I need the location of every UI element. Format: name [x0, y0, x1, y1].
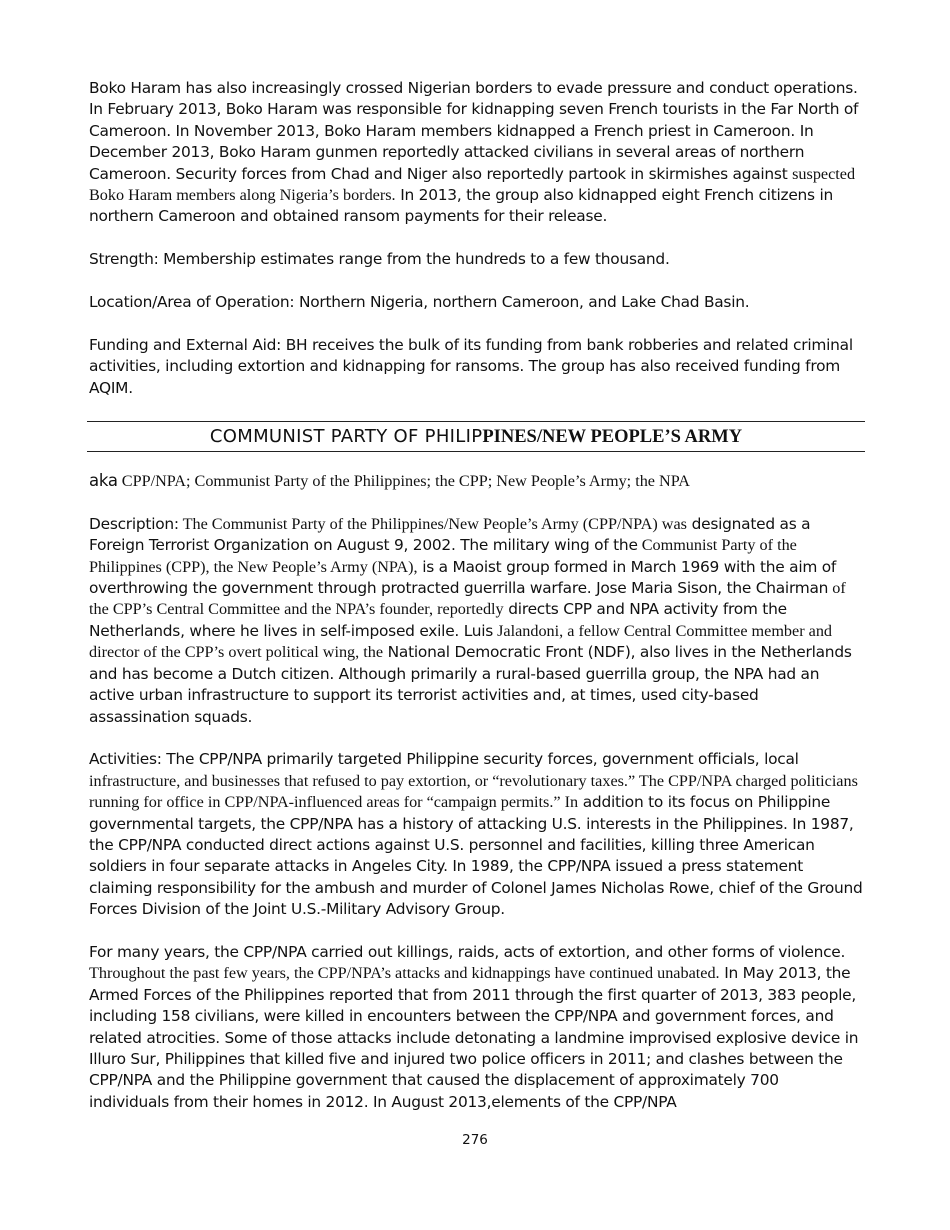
description-text: designated as a Foreign Terrorist Organization on August 9, 2002. The military wing of the	[89, 514, 811, 555]
description-text: is a Maoist group formed in March 1969 with the aim of overthrowing the government through protracted guerrilla warfare. Jose Maria Sison, the Chairman	[89, 557, 837, 598]
location-label: Location/Area of Operation:	[89, 293, 295, 312]
violence-text: In May 2013, the Armed Forces of the Philippines reported that from 2011 through the first quarter of 2013, 383 people, including 158 civilians, were killed in encounters between the CPP/NPA and government forces, and related atrocities. Some of those attacks include detonating a landmine improvised explosive device in Illuro Sur, Philippines that killed five and injured two police officers in 2011; and clashes between the CPP/NPA and the Philippine government that caused the displacement of approximately 700 individuals from their homes in 2012. In August 2013,elements of the CPP/NPA	[89, 964, 859, 1111]
section-header-part2: PINES/NEW PEOPLE’S ARMY	[482, 427, 743, 448]
violence-text: For many years, the CPP/NPA carried out killings, raids, acts of extortion, and other forms of violence.	[89, 942, 846, 961]
description-text: The Communist Party of the Philippines/New People’s Army (CPP/NPA) was	[178, 514, 687, 533]
strength-text: Membership estimates range from the hundreds to a few thousand.	[158, 250, 670, 269]
location-text: Northern Nigeria, northern Cameroon, and Lake Chad Basin.	[294, 293, 750, 312]
document-page	[89, 78, 863, 1135]
paragraph-text: In 2013, the group also kidnapped eight French citizens in northern Cameroon and obtained ransom payments for their release.	[89, 186, 834, 226]
page-number: 276	[462, 1132, 488, 1148]
aka-text: CPP/NPA; Communist Party of the Philippines; the CPP; New People’s Army; the NPA	[117, 472, 690, 491]
activities-text: addition to its focus on Philippine governmental targets, the CPP/NPA has a history of attacking U.S. interests in the Philippines. In 1987, the CPP/NPA conducted direct actions against U.S. personnel and facilities, killing three American soldiers in four separate attacks in Angeles City. In 1989, the CPP/NPA issued a press statement claiming responsibility for the ambush and murder of Colonel James Nicholas Rowe, chief of the Ground Forces Division of the Joint U.S.-Military Advisory Group.	[89, 793, 863, 919]
section-header-part1: COMMUNIST PARTY OF PHILIP	[209, 426, 483, 448]
violence-text-serif: Throughout the past few years, the CPP/NPA’s attacks and kidnappings have continued unabated.	[89, 964, 720, 983]
description-text-serif: of the CPP’s Central Committee and the NPA’s founder, reportedly	[89, 579, 846, 619]
description-text-serif: Jalandoni, a fellow Central Committee member and director of the CPP’s overt political wing, the	[89, 621, 833, 662]
funding-text: BH receives the bulk of its funding from bank robberies and related criminal activities, including extortion and kidnapping for ransoms. The group has also received funding from AQIM.	[89, 335, 853, 397]
aka-label: aka	[89, 471, 118, 491]
violence-paragraph	[89, 942, 863, 1113]
activities-label: Activities:	[89, 750, 162, 769]
funding-label: Funding and External Aid:	[89, 335, 282, 354]
location-paragraph	[89, 292, 863, 313]
activities-text-serif: infrastructure, and businesses that refused to pay extortion, or “revolutionary taxes.” The CPP/NPA charged politicians running for office in CPP/NPA	[89, 771, 858, 812]
description-paragraph	[89, 514, 863, 728]
description-label: Description:	[89, 514, 179, 533]
paragraph-text: Boko Haram has also increasingly crossed Nigerian borders to evade pressure and conduct operations. In February 2013, Boko Haram was responsible for kidnapping seven French tourists in the Far North of Cameroon. In November 2013, Boko Haram members kidnapped a French priest in Cameroon. In December 2013, Boko Haram gunmen reportedly attacked civilians in several areas of northern Cameroon. Security forces from Chad and Niger also reportedly partook in skirmishes against	[89, 79, 859, 183]
section-header	[87, 421, 865, 452]
strength-paragraph	[89, 249, 863, 270]
description-text: National Democratic Front (NDF), also lives in the Netherlands and has become a Dutch citizen. Although primarily a rural-based guerrilla group, the NPA had an active urban infrastructure to support its terrorist activities and, at times, used city-based assassination squads.	[89, 643, 852, 726]
description-text-serif: Communist Party of the Philippines (CPP), the New People’s Army (NPA),	[89, 536, 797, 576]
funding-paragraph	[89, 335, 863, 399]
description-text: directs CPP and NPA activity from the Netherlands, where he lives in self-imposed exile. Luis	[89, 600, 787, 640]
activities-paragraph	[89, 749, 863, 920]
strength-label: Strength:	[89, 250, 159, 269]
boko-haram-borders-paragraph	[89, 78, 863, 228]
aka-paragraph	[89, 470, 863, 492]
activities-text: The CPP/NPA primarily targeted Philippine security forces, government officials, local	[161, 750, 799, 769]
paragraph-text-serif: suspected Boko Haram members along Nigeria’s borders.	[89, 164, 856, 205]
activities-text-serif: -influenced areas for “campaign permits.” In	[288, 793, 579, 812]
